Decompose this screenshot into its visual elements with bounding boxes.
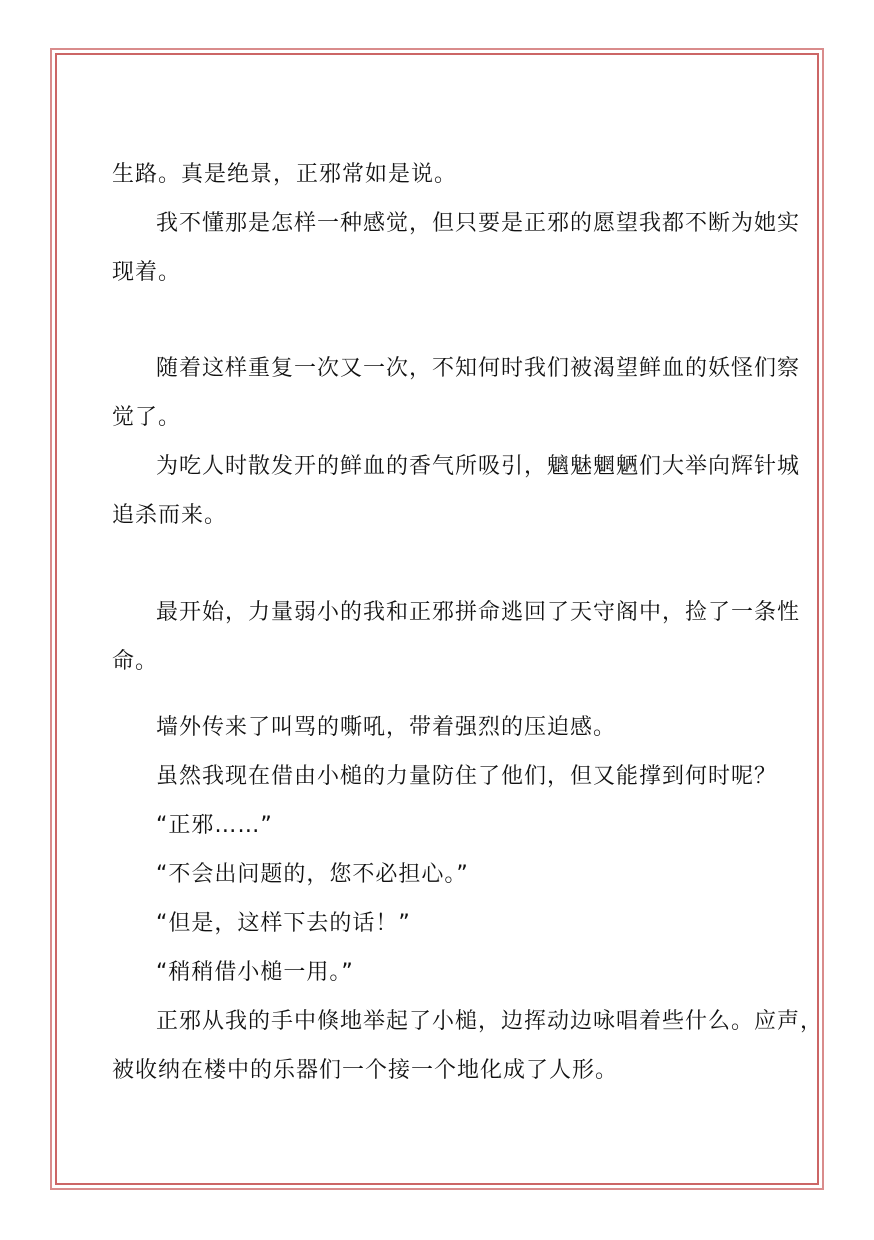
text-line: 觉了。 [112, 405, 182, 430]
text-line: 为吃人时散发开的鲜血的香气所吸引，魑魅魍魉们大举向辉针城 [156, 454, 801, 479]
text-line: 现着。 [112, 260, 182, 285]
text-line: 命。 [112, 649, 159, 674]
dialogue-line: “不会出问题的，您不必担心。” [156, 862, 469, 887]
text-line: 被收纳在楼中的乐器们一个接一个地化成了人形。 [112, 1058, 619, 1083]
dialogue-line: “正邪……” [156, 813, 273, 838]
text-line: 随着这样重复一次又一次，不知何时我们被渴望鲜血的妖怪们察 [156, 356, 801, 381]
text-line: 最开始，力量弱小的我和正邪拼命逃回了天守阁中，捡了一条性 [156, 600, 801, 625]
dialogue-line: “但是，这样下去的话！” [156, 911, 411, 936]
text-line: 我不懂那是怎样一种感觉，但只要是正邪的愿望我都不断为她实 [156, 211, 801, 236]
text-line: 墙外传来了叫骂的嘶吼，带着强烈的压迫感。 [156, 715, 617, 740]
dialogue-line: “稍稍借小槌一用。” [156, 960, 354, 985]
text-line: 虽然我现在借由小槌的力量防住了他们，但又能撑到何时呢？ [156, 764, 778, 789]
text-line: 正邪从我的手中倏地举起了小槌，边挥动边咏唱着些什么。应声， [156, 1009, 824, 1034]
text-line: 生路。真是绝景，正邪常如是说。 [112, 162, 458, 187]
text-line: 追杀而来。 [112, 503, 228, 528]
